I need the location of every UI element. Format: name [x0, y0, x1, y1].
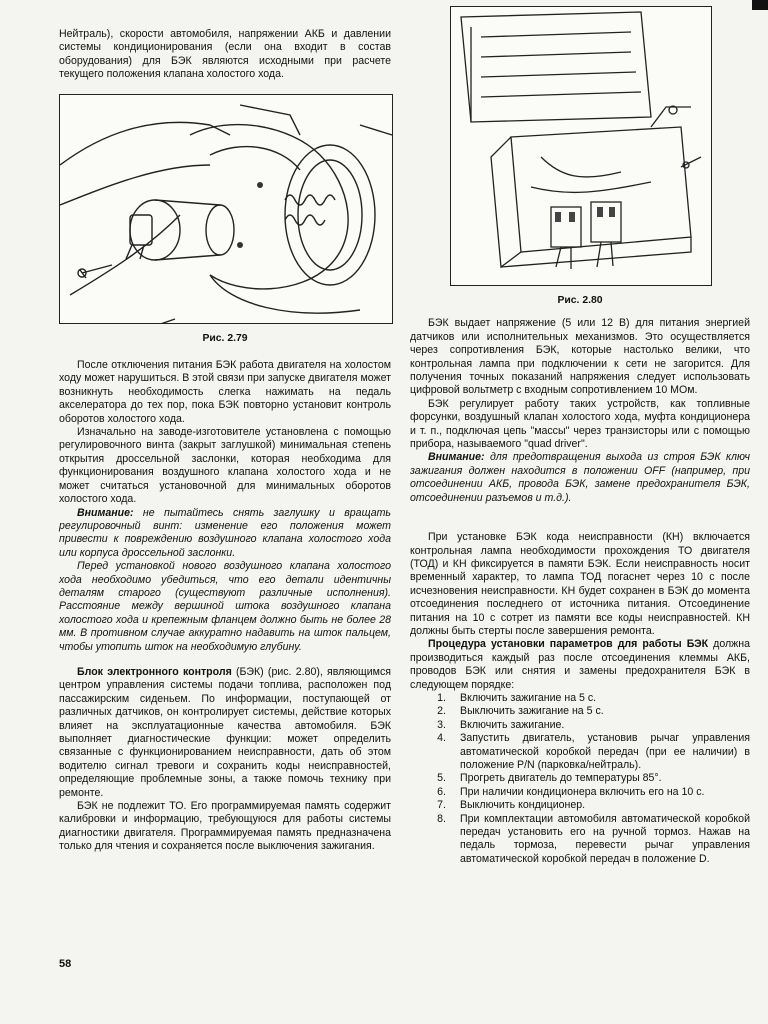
procedure-text: должна производиться каждый раз после отсоединения клеммы АКБ, проводов БЭК или снятия и замены предохранителя БЭК в следующем порядке: — [410, 638, 750, 691]
page-number: 58 — [59, 958, 72, 970]
figure-2-79 — [59, 94, 393, 324]
ecu-heading: Блок электронного контроля — [77, 665, 232, 678]
left-column — [59, 0, 391, 854]
paragraph-valve-install: Перед установкой нового воздушного клапана холостого хода необходимо убедиться, что его детали идентичны деталям старого (существуют различные исполнения). Расстояние между вершиной штока воздушного клапана холостого хода и крепежным фланцем должно быть не более 28 мм. В противном случае аккуратно надавить на шток пальцем, чтобы утопить шток на необходимую глубину. — [59, 560, 391, 653]
list-item: 8. При комплектации автомобиля автоматической коробкой передач установить его на ручной тормоз. Нажав на педаль тормоза, перевести рычаг управления автоматической коробкой передач в положение D. — [437, 812, 750, 865]
figure-2-80 — [450, 6, 712, 286]
page-edge-mark — [752, 0, 768, 10]
ecu-unit-illustration — [451, 7, 711, 285]
list-item: 3. Включить зажигание. — [437, 718, 565, 731]
warning-ignition-off — [410, 451, 750, 505]
right-column — [410, 0, 750, 866]
paragraph-ecu-description — [59, 666, 391, 800]
paragraph-fault-codes: При установке БЭК кода неисправности (КН) включается контрольная лампа необходимости прохождения ТО двигателя (ТОД) и КН фиксируется в памяти БЭК. Если неисправность носит временный характер, то лампа ТОД погаснет через 10 с после исчезновения неисправности. КН будет сохранен в БЭК до момента отсоединения последнего от источника питания. Отсоединение питания на 10 с сотрет из памяти все коды неисправностей. КН должны быть стерты после завершения ремонта. — [410, 531, 750, 637]
paragraph-factory-setting: Изначально на заводе-изготовителе установлена с помощью регулировочного винта (закрыт заглушкой) минимальная степень открытия дроссельной заслонки, которая необходима для функционирования воздушного клапана холостого хода и не может считаться установочной для минимальных оборотов холостого хода. — [59, 426, 391, 506]
paragraph-power-off: После отключения питания БЭК работа двигателя на холостом ходу может нарушиться. В этой связи при запуске двигателя может возникнуть необходимость слегка нажимать на педаль акселератора до тех пор, пока БЭК повторно установит контроль оборотов холостого хода. — [59, 359, 391, 425]
warning-text-right: для предотвращения выхода из строя БЭК ключ зажигания должен находится в положении OFF (например, при отсоединении АКБ, провода БЭК, замене предохранителя БЭК, отсоединении разъемов и т.д.). — [410, 451, 750, 504]
paragraph-procedure — [410, 638, 750, 692]
paragraph-ecu-control: БЭК регулирует работу таких устройств, как топливные форсунки, воздушный клапан холостого хода, муфта кондиционера и т. п., подключая цепь "массы" через транзисторы или с помощью прибора, называемого "quad driver". — [410, 397, 750, 451]
paragraph-ecu-memory: БЭК не подлежит ТО. Его программируемая память содержит калибровки и информацию, требующуюся для работы системы диагностики двигателя. Программируемая память предназначена только для чтения и сохраняется после выключения зажигания. — [59, 800, 391, 853]
list-item: 7. Выключить кондиционер. — [437, 799, 586, 812]
procedure-steps — [410, 692, 750, 866]
list-item: 6. При наличии кондиционера включить его на 10 с. — [437, 785, 705, 798]
list-item: 1. Включить зажигание на 5 с. — [437, 691, 597, 704]
throttle-body-illustration — [60, 95, 392, 323]
warning-label-right: Внимание: — [428, 451, 485, 464]
ecu-text: (БЭК) (рис. 2.80), являющимся центром управления системы подачи топлива, расположен под пассажирским сиденьем. По информации, поступающей от различных датчиков, он контролирует системы, действие которых влияет на эксплуатационные качества автомобиля. БЭК выполняет диагностические функции: может определить связанные с функционированием неисправности, дать об этом водителю сигнал тревоги и сохранить коды неисправностей, определяющие проблемные зоны, а также помочь технику при ремонте. — [59, 665, 391, 799]
figure-2-80-caption: Рис. 2.80 — [557, 295, 603, 306]
paragraph-ecu-voltage: БЭК выдает напряжение (5 или 12 В) для питания энергией датчиков или исполнительных механизмов. Это осуществляется через сопротивления БЭК, которые настолько велики, что контрольная лампа при подключении к сети не загорится. Для получения точных показаний напряжения следует использовать цифровой вольтметр с входным сопротивлением 10 МОм. — [410, 317, 750, 397]
warning-label: Внимание: — [77, 506, 134, 519]
list-item: 2. Выключить зажигание на 5 с. — [437, 705, 604, 718]
figure-2-79-caption: Рис. 2.79 — [202, 332, 248, 344]
warning-text: не пытайтесь снять заглушку и вращать регулировочный винт: изменение его положения может привести к повреждению воздушного клапана холостого хода или корпуса дроссельной заслонки. — [59, 506, 391, 559]
intro-paragraph: Нейтраль), скорости автомобиля, напряжении АКБ и давлении системы кондиционирования (если она входит в состав оборудования) для БЭК являются исходными при расчете текущего положения клапана холостого хода. — [59, 28, 391, 81]
warning-throttle-screw — [59, 507, 391, 561]
list-item: 5. Прогреть двигатель до температуры 85°. — [437, 772, 662, 785]
procedure-heading: Процедура установки параметров для работы БЭК — [428, 638, 709, 651]
list-item: 4. Запустить двигатель, установив рычаг управления автоматической коробкой передач (при ее наличии) в положение P/N (парковка/нейтраль). — [437, 732, 750, 771]
